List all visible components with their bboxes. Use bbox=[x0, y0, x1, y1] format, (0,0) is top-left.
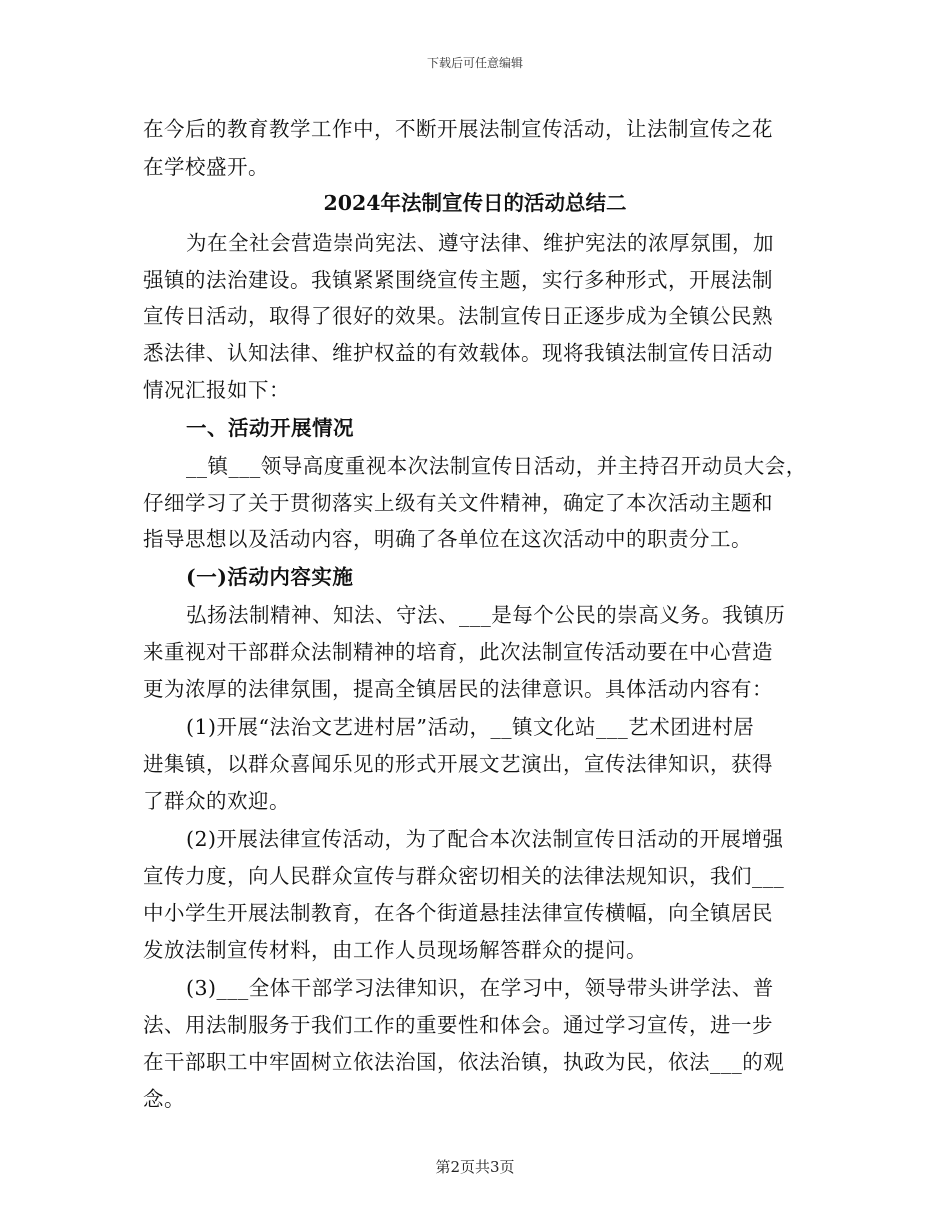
paragraph-line: 仔细学习了关于贯彻落实上级有关文件精神，确定了本次活动主题和 bbox=[143, 491, 773, 515]
heading-1: 一、活动开展情况 bbox=[186, 416, 354, 440]
paragraph-line: 更为浓厚的法律氛围，提高全镇居民的法律意识。具体活动内容有： bbox=[143, 677, 773, 701]
paragraph-line: 宣传力度，向人民群众宣传与群众密切相关的法律法规知识，我们___ bbox=[143, 864, 785, 888]
paragraph-line: 指导思想以及活动内容，明确了各单位在这次活动中的职责分工。 bbox=[143, 527, 752, 551]
paragraph-line: 法、用法制服务于我们工作的重要性和体会。通过学习宣传，进一步 bbox=[143, 1013, 773, 1037]
paragraph-line: (3)___全体干部学习法律知识，在学习中，领导带头讲学法、普 bbox=[186, 976, 774, 1000]
paragraph-line: 发放法制宣传材料，由工作人员现场解答群众的提问。 bbox=[143, 938, 647, 962]
paragraph-line: 强镇的法治建设。我镇紧紧围绕宣传主题，实行多种形式，开展法制 bbox=[143, 268, 773, 292]
paragraph-line: 在今后的教育教学工作中，不断开展法制宣传活动，让法制宣传之花 bbox=[143, 117, 773, 141]
paragraph-line: 为在全社会营造崇尚宪法、遵守法律、维护宪法的浓厚氛围，加 bbox=[186, 231, 774, 255]
paragraph-line: 悉法律、认知法律、维护权益的有效载体。现将我镇法制宣传日活动 bbox=[143, 341, 773, 365]
page-number: 第2页共3页 bbox=[435, 1158, 515, 1176]
paragraph-line: 了群众的欢迎。 bbox=[143, 789, 290, 813]
paragraph-line: 情况汇报如下： bbox=[143, 378, 290, 402]
paragraph-line: (2)开展法律宣传活动，为了配合本次法制宣传日活动的开展增强 bbox=[186, 827, 784, 851]
paragraph-line: 进集镇，以群众喜闻乐见的形式开展文艺演出，宣传法律知识，获得 bbox=[143, 752, 773, 776]
paragraph-line: 弘扬法制精神、知法、守法、___是每个公民的崇高义务。我镇历 bbox=[186, 603, 786, 627]
paragraph-line: __镇___领导高度重视本次法制宣传日活动，并主持召开动员大会， bbox=[186, 454, 807, 478]
page-header: 下载后可任意编辑 bbox=[426, 56, 523, 70]
paragraph-line: 在学校盛开。 bbox=[143, 155, 269, 179]
paragraph-line: 来重视对干部群众法制精神的培育，此次法制宣传活动要在中心营造 bbox=[143, 640, 773, 664]
heading-2: (一)活动内容实施 bbox=[186, 565, 354, 589]
paragraph-line: 宣传日活动，取得了很好的效果。法制宣传日正逐步成为全镇公民熟 bbox=[143, 304, 773, 328]
paragraph-line: 在干部职工中牢固树立依法治国，依法治镇，执政为民，依法___的观 bbox=[143, 1050, 785, 1074]
section-title: 2024年法制宣传日的活动总结二 bbox=[323, 191, 627, 215]
paragraph-line: 中小学生开展法制教育，在各个街道悬挂法律宣传横幅，向全镇居民 bbox=[143, 901, 773, 925]
paragraph-line: 念。 bbox=[143, 1087, 185, 1111]
paragraph-line: (1)开展“法治文艺进村居”活动，__镇文化站___艺术团进村居 bbox=[186, 715, 755, 739]
